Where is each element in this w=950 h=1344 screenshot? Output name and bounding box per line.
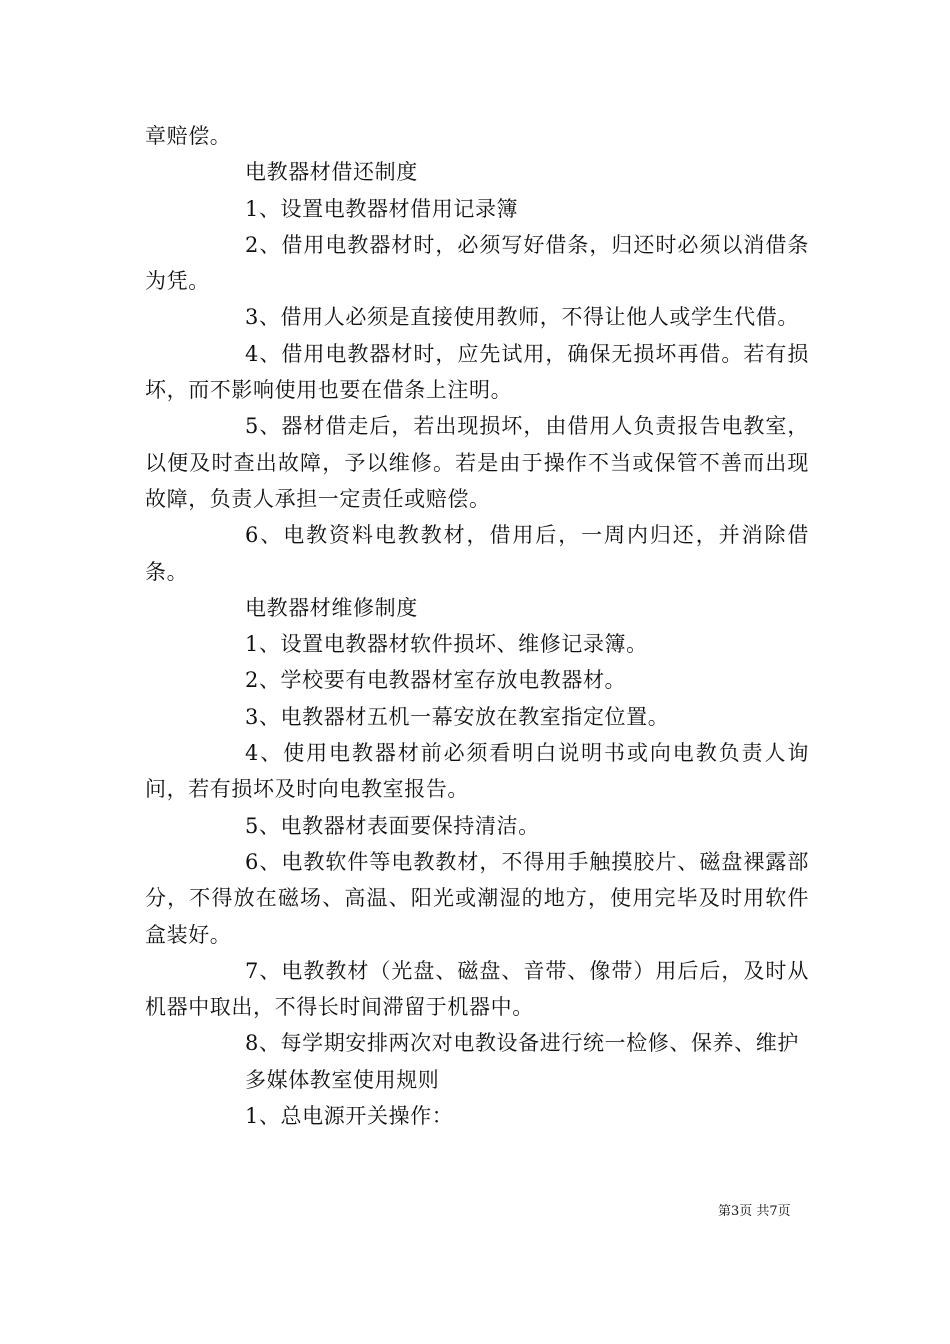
borrow-rule-4: 4、借用电教器材时，应先试用，确保无损坏再借。若有损坏，而不影响使用也要在借条上注明。 <box>145 341 809 403</box>
page-number-footer: 第3页 共7页 <box>718 1204 791 1219</box>
maintenance-rule-8: 8、每学期安排两次对电教设备进行统一检修、保养、维护 <box>245 1031 799 1056</box>
maintenance-rule-5: 5、电教器材表面要保持清洁。 <box>245 813 540 838</box>
maintenance-rule-1: 1、设置电教器材软件损坏、维修记录簿。 <box>245 632 648 657</box>
section-heading-borrow-return: 电教器材借还制度 <box>245 160 418 185</box>
borrow-rule-3: 3、借用人必须是直接使用教师，不得让他人或学生代借。 <box>245 305 799 330</box>
maintenance-rule-7: 7、电教教材（光盘、磁盘、音带、像带）用后后，及时从机器中取出，不得长时间滞留于机器中。 <box>145 958 809 1020</box>
borrow-rule-6: 6、电教资料电教教材，借用后，一周内归还，并消除借条。 <box>145 523 809 584</box>
maintenance-rule-6: 6、电教软件等电教教材，不得用手触摸胶片、磁盘裸露部分，不得放在磁场、高温、阳光或潮湿的地方，使用完毕及时用软件盒装好。 <box>145 849 809 947</box>
maintenance-rule-2: 2、学校要有电教器材室存放电教器材。 <box>245 668 627 693</box>
section-heading-maintenance: 电教器材维修制度 <box>245 595 418 620</box>
borrow-rule-1: 1、设置电教器材借用记录簿 <box>245 196 519 221</box>
borrow-rule-2: 2、借用电教器材时，必须写好借条，归还时必须以消借条为凭。 <box>145 232 809 294</box>
document-body <box>145 118 809 1134</box>
multimedia-rule-1: 1、总电源开关操作： <box>245 1104 454 1129</box>
borrow-rule-5: 5、器材借走后，若出现损坏，由借用人负责报告电教室，以便及时查出故障，予以维修。若是由于操作不当或保管不善而出现故障，负责人承担一定责任或赔偿。 <box>145 414 809 511</box>
maintenance-rule-3: 3、电教器材五机一幕安放在教室指定位置。 <box>245 704 670 729</box>
paragraph-continuation: 章赔偿。 <box>145 124 232 148</box>
maintenance-rule-4: 4、使用电教器材前必须看明白说明书或向电教负责人询问，若有损坏及时向电教室报告。 <box>145 741 809 802</box>
section-heading-multimedia: 多媒体教室使用规则 <box>245 1067 440 1092</box>
